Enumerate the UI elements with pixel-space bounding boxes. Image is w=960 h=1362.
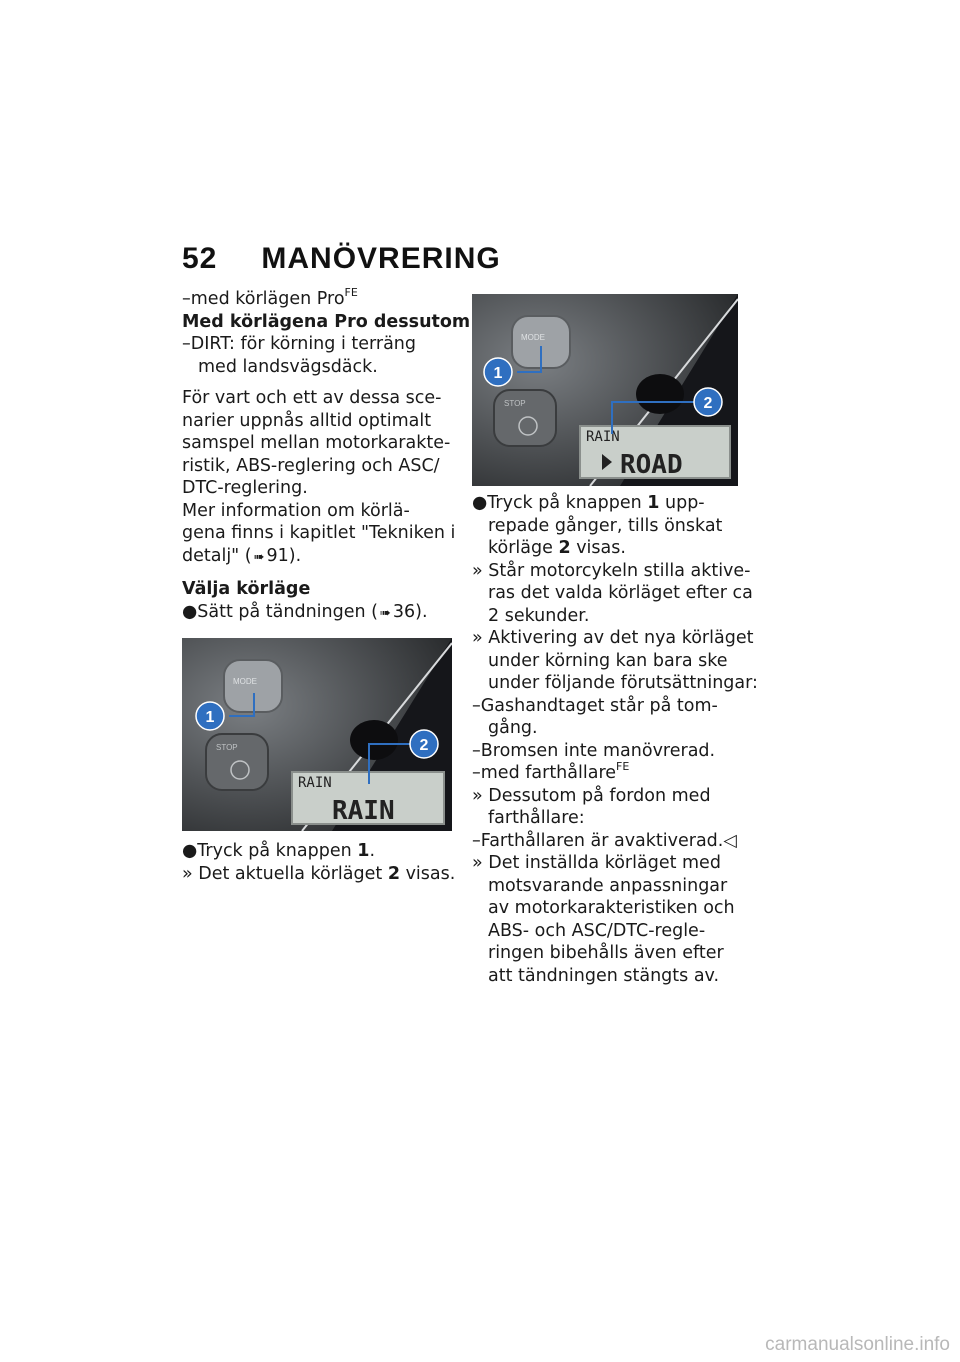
mode-switch-photo-rain	[182, 638, 452, 831]
instruction-cont: repade gånger, tills önskat	[488, 515, 723, 536]
svg-text:2: 2	[419, 737, 429, 754]
list-item: –med farthållare$^{FE}$	[472, 760, 630, 783]
page-number: 52	[182, 242, 218, 275]
result-cont: under körning kan bara ske	[488, 650, 728, 671]
lcd-small-text: RAIN	[586, 429, 620, 445]
mode-button-label: MODE	[233, 677, 257, 686]
page-ref-arrow-icon: ➠	[379, 605, 391, 621]
list-item: –Gashandtaget står på tom-	[472, 695, 718, 716]
lcd-large-text: RAIN	[332, 796, 395, 826]
mode-switch-photo-road	[472, 294, 738, 486]
page-ref-arrow-icon: ➠	[253, 549, 265, 565]
result-text: » Det aktuella körläget 2 visas.	[182, 863, 456, 884]
list-item: –Bromsen inte manövrerad.	[472, 740, 716, 761]
list-item-cont: med landsvägsdäck.	[198, 356, 378, 377]
section-title: MANÖVRERING	[261, 242, 501, 275]
control-knob	[636, 374, 684, 414]
left-column-bottom	[182, 840, 456, 885]
result-text: » Det inställda körläget med	[472, 853, 721, 873]
lcd-small-text: RAIN	[298, 775, 332, 791]
result-text: » Står motorcykeln stilla aktive-	[472, 560, 751, 581]
result-text: » Dessutom på fordon med	[472, 785, 711, 806]
watermark: carmanualsonline.info	[765, 1334, 950, 1355]
svg-text:1: 1	[205, 709, 215, 726]
page-header	[182, 242, 501, 276]
result-cont: ABS- och ASC/DTC-regle-	[488, 920, 706, 941]
result-cont: motsvarande anpassningar	[488, 875, 728, 896]
subheading: Med körlägena Pro dessutom	[182, 311, 471, 332]
result-cont: av motorkarakteristiken och	[488, 898, 735, 918]
control-knob	[350, 720, 398, 760]
mode-button-label: MODE	[521, 333, 545, 342]
result-cont: under följande förutsättningar:	[488, 673, 758, 693]
result-cont: ringen bibehålls även efter	[488, 943, 724, 963]
stop-button-label: STOP	[504, 399, 526, 408]
result-cont: farthållare:	[488, 808, 585, 828]
list-item: –DIRT: för körning i terräng	[182, 334, 417, 354]
stop-button-label: STOP	[216, 743, 238, 752]
svg-text:2: 2	[703, 395, 713, 412]
instruction-step: ●Sätt på tändningen ( ➠ 36).	[182, 601, 452, 626]
instruction-step: ●Tryck på knappen 1 upp-	[472, 493, 705, 513]
paragraph: För vart och ett av dessa sce- narier uppnås alltid optimalt samspel mellan motorkarakte- ristik, ABS-reglering och ASC/ DTC-reglering. Mer information om körlä- gena finns i kapitlet "Tekniken i detalj" ( ➠ 91).	[182, 387, 452, 569]
instruction-step: ●Tryck på knappen 1.	[182, 841, 376, 861]
section-heading: Välja körläge	[182, 579, 311, 599]
result-cont: ras det valda körläget efter ca	[488, 583, 753, 603]
result-cont: 2 sekunder.	[488, 605, 590, 626]
list-item: –Farthållaren är avaktiverad.◁	[472, 830, 737, 851]
list-item-cont: gång.	[488, 718, 538, 738]
result-cont: att tändningen stängts av.	[488, 965, 720, 986]
left-column	[182, 286, 471, 625]
right-column	[472, 492, 758, 987]
list-item: –med körlägen Pro$^{FE}$	[182, 286, 358, 309]
lcd-large-text: ROAD	[620, 450, 683, 480]
svg-text:1: 1	[493, 365, 503, 382]
instruction-cont: körläge 2 visas.	[488, 538, 626, 558]
result-text: » Aktivering av det nya körläget	[472, 628, 754, 648]
